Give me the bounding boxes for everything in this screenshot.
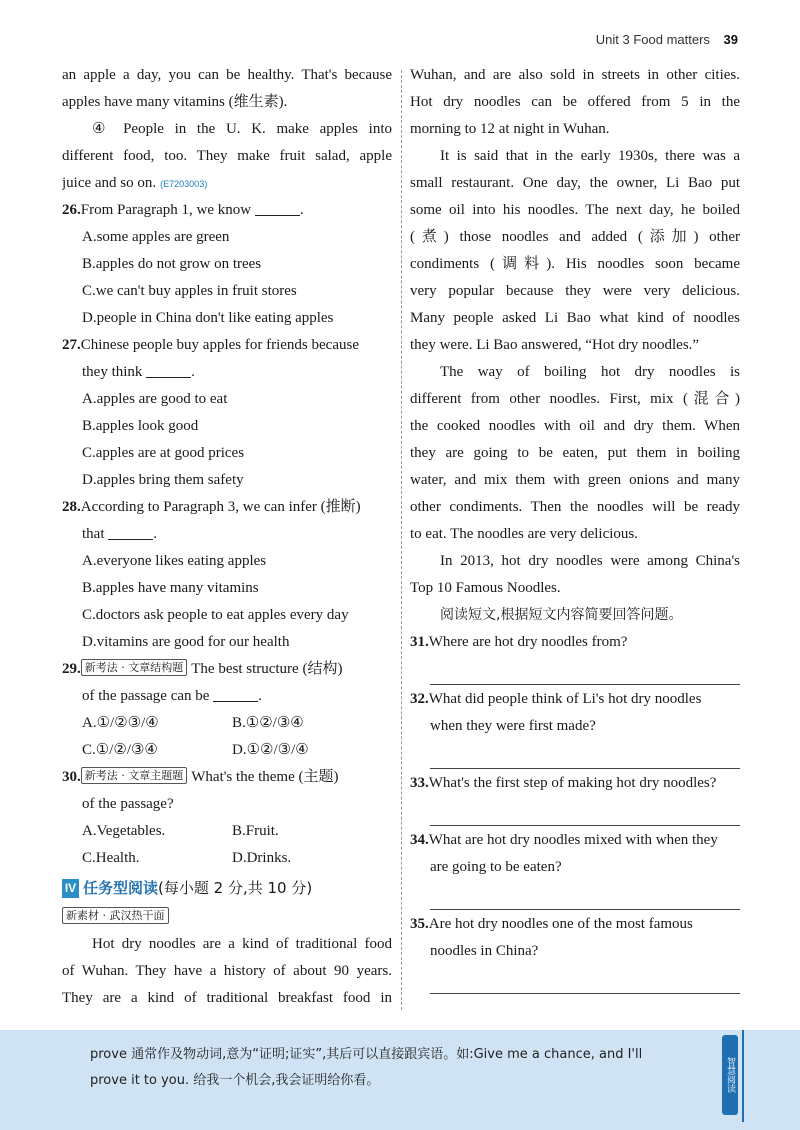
option: C.doctors ask people to eat apples every day bbox=[82, 607, 349, 623]
passage-line: Many people asked Li Bao what kind of noodles bbox=[410, 310, 740, 326]
passage-line: to eat. The noodles are very delicious. bbox=[410, 526, 638, 542]
passage-line: condiments (调料). His noodles soon became bbox=[410, 256, 740, 272]
option: C.we can't buy apples in fruit stores bbox=[82, 283, 297, 299]
tip-text bbox=[90, 1042, 700, 1094]
question-26: 26.From Paragraph 1, we know . bbox=[62, 202, 304, 218]
question-28-cont: that . bbox=[82, 526, 157, 542]
passage-line: They are a kind of traditional breakfast food in bbox=[62, 990, 392, 1006]
question-28: 28.According to Paragraph 3, we can infer (推断) bbox=[62, 499, 361, 515]
column-divider bbox=[401, 70, 402, 1010]
option: B.apples do not grow on trees bbox=[82, 256, 262, 272]
answer-line bbox=[430, 656, 740, 685]
passage-line: Wuhan, and are also sold in streets in other cities. bbox=[410, 67, 740, 83]
tip-side-bar bbox=[742, 1030, 744, 1122]
passage-line: different from other noodles. First, mix (混合) bbox=[410, 391, 740, 407]
option-row: A.Vegetables. B.Fruit. bbox=[82, 823, 279, 839]
tip-line: prove 通常作及物动词,意为“证明;证实”,其后可以直接跟宾语。如:Give me a chance, and I'll bbox=[90, 1047, 643, 1062]
tip-line: prove it to you. 给我一个机会,我会证明给你看。 bbox=[90, 1073, 380, 1088]
page-number: 39 bbox=[723, 32, 738, 47]
question-33: 33.What's the first step of making hot dry noodles? bbox=[410, 775, 717, 791]
question-27-cont: they think . bbox=[82, 364, 195, 380]
right-column bbox=[410, 62, 740, 995]
text-line: an apple a day, you can be healthy. That's because bbox=[62, 67, 392, 83]
passage-line: Hot dry noodles can be offered from 5 in the bbox=[410, 94, 740, 110]
answer-line bbox=[430, 740, 740, 769]
option: D.apples bring them safety bbox=[82, 472, 244, 488]
section-heading: 任务型阅读 bbox=[83, 879, 159, 897]
option: D.vitamins are good for our health bbox=[82, 634, 290, 650]
question-27: 27.Chinese people buy apples for friends because bbox=[62, 337, 359, 353]
section-title bbox=[62, 872, 392, 904]
text-line: apples have many vitamins (维生素). bbox=[62, 94, 288, 110]
answer-line bbox=[430, 881, 740, 910]
passage-line: In 2013, hot dry noodles were among China's bbox=[440, 553, 740, 569]
answer-line bbox=[430, 965, 740, 994]
answer-blank bbox=[108, 524, 153, 540]
option-row: C.①/②/③④ D.①②/③/④ bbox=[82, 742, 309, 758]
passage-line: water, and mix them with green onions and many bbox=[410, 472, 740, 488]
passage-line: some oil into his noodles. The next day, he boiled bbox=[410, 202, 740, 218]
passage-line: It is said that in the early 1930s, there was a bbox=[440, 148, 740, 164]
option: D.people in China don't like eating apples bbox=[82, 310, 334, 326]
passage-line: The way of boiling hot dry noodles is bbox=[440, 364, 740, 380]
passage-line: (煮) those noodles and added (添加) other bbox=[410, 229, 740, 245]
question-code: (E7203003) bbox=[160, 179, 208, 189]
question-30: 30. 新考法 · 文章主题题 What's the theme (主题) bbox=[62, 769, 339, 785]
question-34: 34.What are hot dry noodles mixed with when they bbox=[410, 832, 718, 848]
question-34-cont: are going to be eaten? bbox=[430, 859, 562, 875]
question-type-tag: 新考法 · 文章结构题 bbox=[81, 659, 188, 676]
passage-line: Top 10 Famous Noodles. bbox=[410, 580, 561, 596]
answer-blank bbox=[255, 200, 300, 216]
option: A.everyone likes eating apples bbox=[82, 553, 267, 569]
question-35: 35.Are hot dry noodles one of the most famous bbox=[410, 916, 693, 932]
question-30-cont: of the passage? bbox=[82, 796, 174, 812]
instruction: 阅读短文,根据短文内容简要回答问题。 bbox=[440, 607, 683, 623]
passage-line: they were. Li Bao answered, “Hot dry noodles.” bbox=[410, 337, 700, 353]
passage-line: morning to 12 at night in Wuhan. bbox=[410, 121, 610, 137]
tip-box bbox=[0, 1030, 800, 1130]
unit-title: Unit 3 Food matters bbox=[595, 32, 710, 47]
answer-line bbox=[430, 797, 740, 826]
text-line: different food, too. They make fruit salad, apple bbox=[62, 148, 392, 164]
left-column bbox=[62, 62, 392, 1012]
question-32: 32.What did people think of Li's hot dry noodles bbox=[410, 691, 702, 707]
answer-blank bbox=[146, 362, 191, 378]
passage-line: other condiments. Then the noodles will be ready bbox=[410, 499, 740, 515]
option: B.apples look good bbox=[82, 418, 199, 434]
material-tag-row bbox=[62, 904, 392, 931]
question-35-cont: noodles in China? bbox=[430, 943, 539, 959]
section-score-note: (每小题 2 分,共 10 分) bbox=[158, 879, 313, 897]
passage-line: the cooked noodles with oil and dry them. When bbox=[410, 418, 740, 434]
question-31: 31.Where are hot dry noodles from? bbox=[410, 634, 628, 650]
passage-line: Hot dry noodles are a kind of traditional food bbox=[92, 936, 392, 952]
option: A.apples are good to eat bbox=[82, 391, 228, 407]
question-29: 29. 新考法 · 文章结构题 The best structure (结构) bbox=[62, 661, 343, 677]
option: C.apples are at good prices bbox=[82, 445, 245, 461]
question-type-tag: 新考法 · 文章主题题 bbox=[81, 767, 188, 784]
option: B.apples have many vitamins bbox=[82, 580, 259, 596]
passage-line: they are going to be eaten, put them in boiling bbox=[410, 445, 740, 461]
option-row: A.①/②③/④ B.①②/③④ bbox=[82, 715, 304, 731]
option: A.some apples are green bbox=[82, 229, 230, 245]
section-badge: IV bbox=[62, 879, 79, 898]
text-line: juice and so on. (E7203003) bbox=[62, 175, 208, 191]
answer-blank bbox=[213, 686, 258, 702]
material-tag: 新素材 · 武汉热干面 bbox=[62, 907, 169, 924]
option-row: C.Health. D.Drinks. bbox=[82, 850, 292, 866]
text-line: ④ People in the U. K. make apples into bbox=[92, 121, 392, 137]
question-29-cont: of the passage can be . bbox=[82, 688, 262, 704]
passage-line: small restaurant. One day, the owner, Li Bao put bbox=[410, 175, 740, 191]
question-32-cont: when they were first made? bbox=[430, 718, 596, 734]
passage-line: very popular because they were very delicious. bbox=[410, 283, 740, 299]
passage-line: of Wuhan. They have a history of about 90 years. bbox=[62, 963, 392, 979]
page-header bbox=[596, 32, 738, 47]
reading-tip-icon: 智慧阅读 bbox=[722, 1035, 738, 1115]
